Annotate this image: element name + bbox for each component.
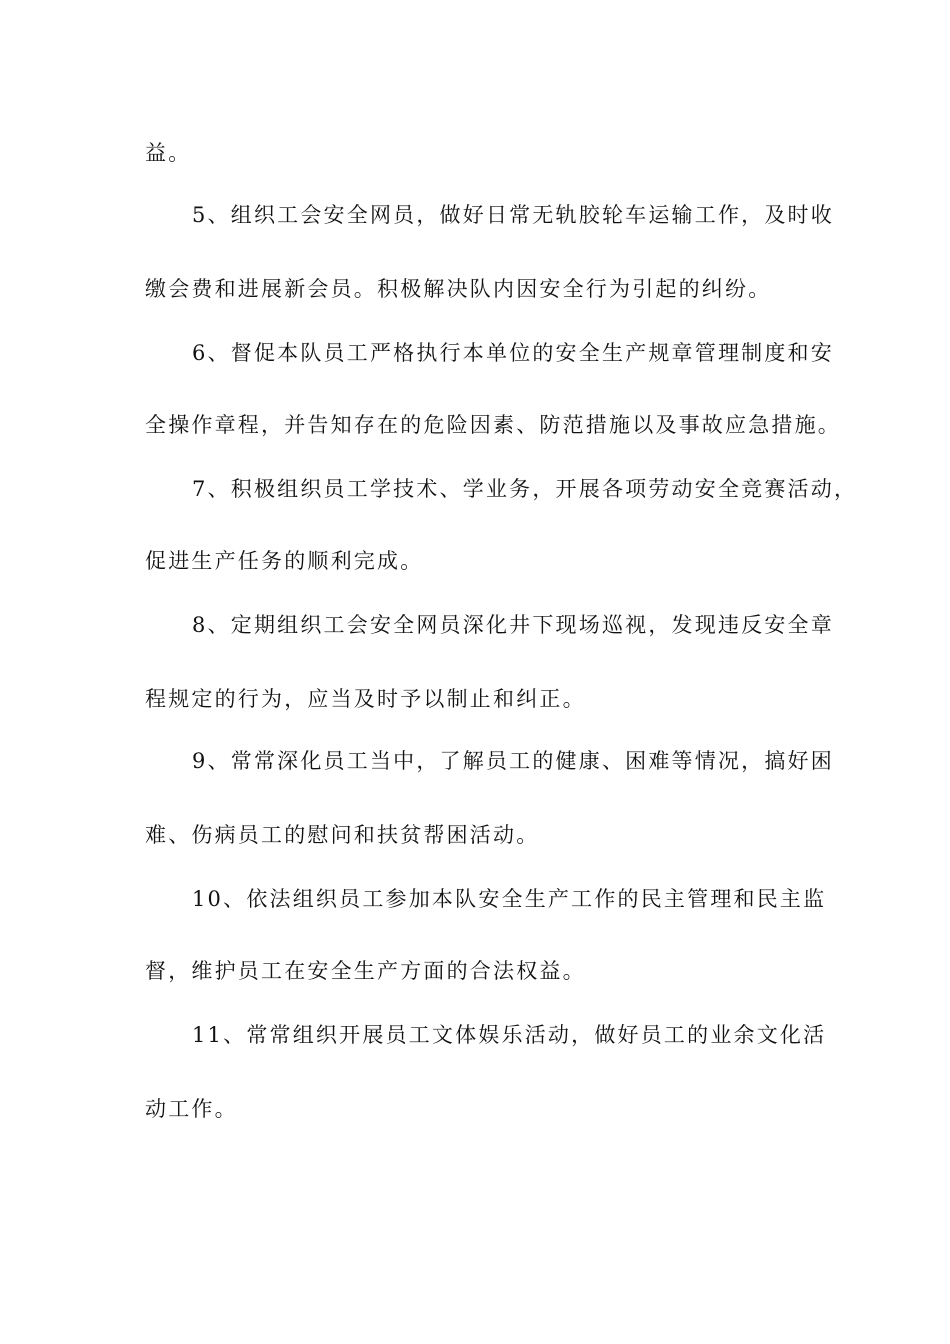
item-10-line-1: 10、依法组织员工参加本队安全生产工作的民主管理和民主监 — [192, 887, 827, 911]
item-6-line-2: 全操作章程，并告知存在的危险因素、防范措施以及事故应急措施。 — [145, 413, 841, 437]
item-10-line-2: 督，维护员工在安全生产方面的合法权益。 — [145, 959, 586, 983]
item-5-line-1: 5、组织工会安全网员，做好日常无轨胶轮车运输工作，及时收 — [192, 203, 834, 227]
text-line: 益。 — [145, 141, 192, 165]
item-7-line-2: 促进生产任务的顺利完成。 — [145, 549, 424, 573]
item-11-line-1: 11、常常组织开展员工文体娱乐活动，做好员工的业余文化活 — [192, 1023, 827, 1047]
item-8-line-1: 8、定期组织工会安全网员深化井下现场巡视，发现违反安全章 — [192, 613, 834, 637]
item-11-line-2: 动工作。 — [145, 1097, 238, 1121]
item-5-line-2: 缴会费和进展新会员。积极解决队内因安全行为引起的纠纷。 — [145, 277, 772, 301]
item-9-line-1: 9、常常深化员工当中，了解员工的健康、困难等情况，搞好困 — [192, 749, 834, 773]
item-8-line-2: 程规定的行为，应当及时予以制止和纠正。 — [145, 687, 586, 711]
item-7-line-1: 7、积极组织员工学技术、学业务，开展各项劳动安全竞赛活动， — [192, 477, 858, 501]
item-6-line-1: 6、督促本队员工严格执行本单位的安全生产规章管理制度和安 — [192, 341, 834, 365]
item-9-line-2: 难、伤病员工的慰问和扶贫帮困活动。 — [145, 823, 540, 847]
